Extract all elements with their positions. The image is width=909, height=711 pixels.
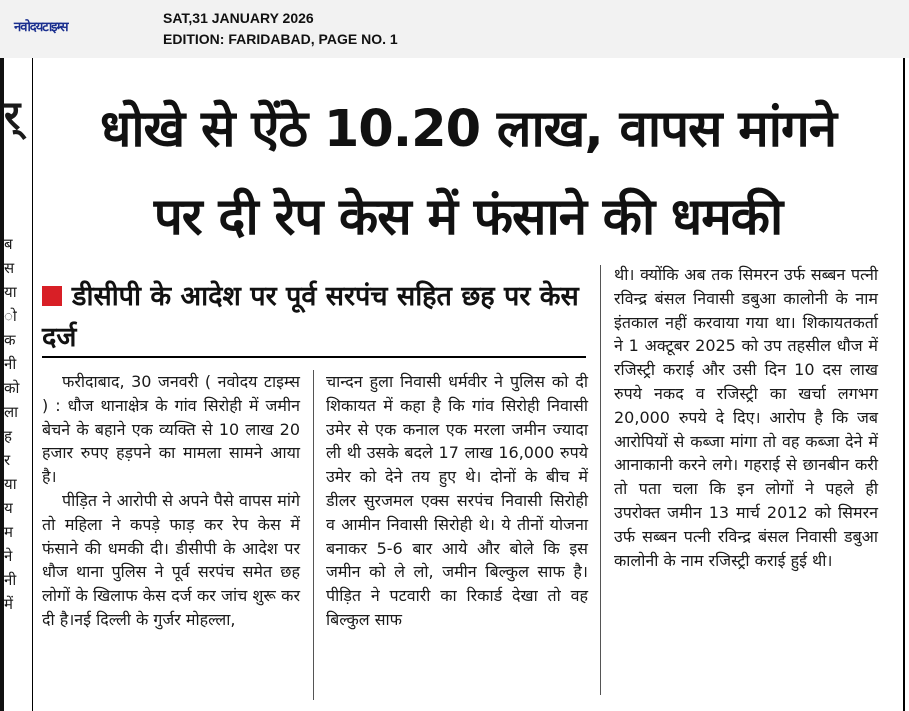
article-paragraph: फरीदाबाद, 30 जनवरी ( नवोदय टाइम्स ) : धौज थानाक्षेत्र के गांव सिरोही में जमीन बेचने के बहाने एक व्यक्ति से 10 लाख 20 हजार रुपए हड़पने का मामला सामने आया है। bbox=[42, 372, 300, 487]
adjacent-fragment: ला bbox=[4, 403, 19, 421]
edition-date: SAT,31 JANUARY 2026 bbox=[163, 10, 314, 26]
newspaper-logo[interactable] bbox=[14, 14, 68, 36]
edition-info bbox=[163, 8, 398, 50]
adjacent-fragment: ने bbox=[4, 547, 13, 565]
logo-text: नवोदय bbox=[14, 20, 43, 35]
masthead-bar bbox=[0, 0, 909, 58]
adjacent-fragment: नी bbox=[4, 355, 17, 373]
adjacent-fragment: ब bbox=[4, 235, 13, 253]
article-column-1 bbox=[42, 370, 300, 632]
edition-page: EDITION: FARIDABAD, PAGE NO. 1 bbox=[163, 31, 398, 47]
article-column-2 bbox=[326, 370, 588, 632]
adjacent-fragment: स bbox=[4, 259, 15, 277]
article-column-3 bbox=[614, 263, 878, 572]
adjacent-fragment: ह bbox=[4, 427, 12, 445]
subheadline-rule bbox=[42, 356, 586, 358]
article-paragraph: पीड़ित ने आरोपी से अपने पैसे वापस मांगे तो महिला ने कपड़े फाड़ कर रेप केस में फंसाने की धमकी दी। डीसीपी के आदेश पर धौज थाना पुलिस ने पूर्व सरपंच समेत छह लोगों के खिलाफ केस दर्ज कर जांच शुरू कर दी है।नई दिल्ली के गुर्जर मोहल्ला, bbox=[42, 490, 300, 629]
adjacent-fragment: को bbox=[4, 379, 20, 397]
adjacent-fragment: या bbox=[4, 283, 17, 301]
logo-subtext: टाइम्स bbox=[42, 20, 68, 35]
adjacent-fragment: क bbox=[4, 331, 16, 349]
article-paragraph: चान्दन हुला निवासी धर्मवीर ने पुलिस को दी शिकायत में कहा है कि गांव सिरोही निवासी उमेर से एक कनाल एक मरला जमीन ज्यादा ली थी उसके बदले 17 लाख 16,000 रुपये उमेर को देने तय हुए थे। दोनों के बीच में डीलर सुरजमल एक्स सरपंच निवासी सिरोही व आमीन निवासी सिरोही थे। ये तीनों योजना बनाकर 5-6 बार आये और बोले कि इस जमीन को ले लो, जमीन बिल्कुल साफ है। पीड़ित ने पटवारी का रिकार्ड देखा तो वह बिल्कुल साफ bbox=[326, 372, 588, 629]
adjacent-fragment: नी bbox=[4, 571, 17, 589]
column-divider bbox=[313, 370, 314, 700]
subheadline-text: डीसीपी के आदेश पर पूर्व सरपंच सहित छह पर केस दर्ज bbox=[42, 281, 579, 353]
article-headline bbox=[36, 86, 900, 262]
article-subheadline bbox=[42, 276, 582, 358]
adjacent-fragment: य bbox=[4, 499, 13, 517]
adjacent-fragment: या bbox=[4, 475, 17, 493]
adjacent-fragment: ो bbox=[4, 307, 17, 325]
article-paragraph: थी। क्योंकि अब तक सिमरन उर्फ सब्बन पत्नी रविन्द्र बंसल निवासी डबुआ कालोनी के नाम इंतकाल नहीं करवाया गया था। शिकायतकर्ता ने 1 अक्टूबर 2025 को उप तहसील धौज में रजिस्ट्री कराई और उसी दिन 10 दस लाख रुपये नकद व रजिस्ट्री का खर्चा लगभग 20,000 रुपये दे दिए। आरोप है कि जब आरोपियों से कब्जा मांगा तो वह कब्जा देने में आनाकानी करने लगे। गहराई से छानबीन करी तो पता चला कि इन लोगों ने पहले ही उपरोक्त जमीन 13 मार्च 2012 को सिमरन उर्फ सब्बन पत्नी रविन्द्र बंसल निवासी डबुआ कालोनी के नाम रजिस्ट्री कराई हुई थी। bbox=[614, 265, 878, 570]
red-square-bullet-icon bbox=[42, 286, 62, 306]
adjacent-fragment: में bbox=[4, 595, 13, 613]
right-border bbox=[903, 58, 905, 711]
headline-line-1: धोखे से ऐंठे 10.20 लाख, वापस मांगने bbox=[99, 100, 837, 159]
adjacent-fragment: र bbox=[4, 451, 11, 469]
adjacent-headline-fragment: र् bbox=[4, 93, 21, 139]
adjacent-text-fragments bbox=[4, 232, 28, 616]
headline-line-2: पर दी रेप केस में फंसाने की धमकी bbox=[153, 188, 783, 247]
adjacent-fragment: म bbox=[4, 523, 13, 541]
column-divider bbox=[600, 265, 601, 695]
